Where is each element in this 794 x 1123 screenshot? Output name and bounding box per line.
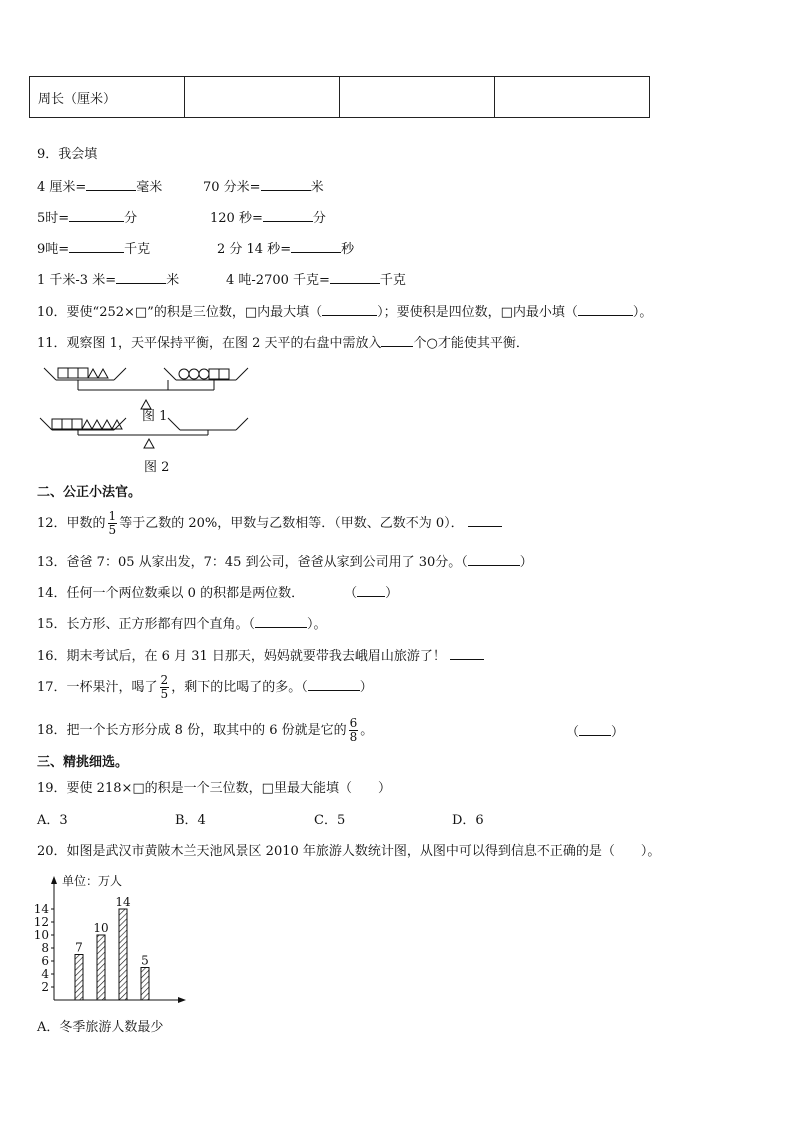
q9-row-1-left [37, 177, 162, 197]
bar-data-label: 7 [75, 940, 83, 955]
q18-answer [566, 722, 624, 742]
q9-prompt: 5时= [37, 211, 70, 226]
fraction-denominator: 8 [349, 730, 358, 744]
option-a[interactable]: A．3 [37, 813, 68, 828]
q15-text-a: 15．长方形、正方形都有四个直角。（ [37, 617, 256, 632]
question-14 [37, 583, 398, 603]
chart-bar [97, 935, 105, 1000]
answer-blank[interactable] [381, 333, 413, 347]
y-tick-label: 4 [41, 967, 49, 981]
option-d[interactable]: D．6 [452, 813, 484, 828]
answer-blank[interactable] [578, 302, 633, 316]
section-3-heading: 三、精挑细选。 [37, 755, 129, 770]
answer-blank[interactable] [86, 177, 136, 191]
answer-blank[interactable] [263, 208, 313, 222]
balance-figure [38, 360, 268, 478]
q10-text-b: ）；要使积是四位数，□内最小填（ [377, 305, 578, 320]
fraction-numerator: 2 [160, 673, 169, 687]
square-weight [58, 368, 68, 378]
q17-text-a: 17．一杯果汁，喝了 [37, 680, 158, 695]
q13-text-b: ） [519, 555, 533, 570]
question-15 [37, 614, 327, 634]
circle-weight [179, 369, 189, 379]
triangle-weight [82, 420, 92, 429]
square-weight [52, 419, 62, 429]
square-weight [209, 369, 219, 379]
answer-blank[interactable] [330, 270, 380, 284]
y-tick-label: 10 [33, 928, 49, 942]
y-tick-label: 8 [41, 941, 49, 955]
q17-text-c: ） [359, 680, 373, 695]
tourist-bar-chart [30, 868, 190, 1010]
answer-blank[interactable] [450, 646, 484, 660]
square-weight [78, 368, 88, 378]
answer-blank[interactable] [468, 513, 502, 527]
row-header-cell: 周长（厘米） [30, 77, 185, 118]
answer-blank[interactable] [308, 677, 360, 691]
fraction [108, 510, 118, 537]
question-10 [37, 302, 652, 322]
y-tick-label: 14 [33, 902, 49, 916]
option-b[interactable]: B．4 [175, 813, 206, 828]
q11-text-a: 11．观察图 1，天平保持平衡，在图 2 天平的右盘中需放入 [37, 336, 382, 351]
q15-text-b: ）。 [307, 617, 327, 632]
q9-row-4-right [226, 270, 406, 290]
question-11 [37, 333, 529, 353]
q9-unit: 千克 [379, 273, 406, 288]
q13-text-a: 13．爸爸 7：05 从家出发，7：45 到公司，爸爸从家到公司用了 30分。（ [37, 555, 468, 570]
chart-bar [141, 968, 149, 1001]
figure-1-label: 图 1 [142, 409, 168, 424]
bar-data-label: 10 [93, 921, 109, 935]
chart-bar [119, 909, 127, 1000]
balance-1 [44, 368, 248, 409]
q12-text-a: 12．甲数的 [37, 516, 106, 531]
q12-text-b: 等于乙数的 20%，甲数与乙数相等．（甲数、乙数不为 0）． [119, 516, 464, 531]
q14-text-c: ） [385, 586, 399, 601]
y-tick-label: 6 [41, 954, 49, 968]
option-c[interactable]: C．5 [314, 813, 346, 828]
q9-prompt: 1 千米-3 米= [37, 273, 117, 288]
square-weight [62, 419, 72, 429]
q9-row-3-right [217, 239, 354, 259]
circle-weight [189, 369, 199, 379]
x-axis-arrow-icon [178, 997, 186, 1003]
question-20: 20．如图是武汉市黄陂木兰天池风景区 2010 年旅游人数统计图，从图中可以得到信息不正确的是（ ）。 [37, 844, 661, 859]
q10-text-a: 10．要使“252×□”的积是三位数，□内最大填（ [37, 305, 323, 320]
q9-row-2-left [37, 208, 137, 228]
q9-row-1-right [203, 177, 324, 197]
q16-text-a: 16．期末考试后，在 6 月 31 日那天，妈妈就要带我去峨眉山旅游了！ [37, 649, 446, 664]
question-13 [37, 552, 533, 572]
y-tick-label: 12 [33, 915, 49, 929]
q10-text-c: ）。 [632, 305, 653, 320]
q9-unit: 分 [124, 211, 138, 226]
fulcrum-icon [144, 439, 154, 448]
triangle-weight [88, 369, 98, 378]
answer-cell [185, 77, 340, 118]
answer-blank[interactable] [468, 552, 520, 566]
q9-prompt: 2 分 14 秒= [217, 242, 292, 257]
answer-blank[interactable] [261, 177, 311, 191]
fraction-numerator: 6 [349, 716, 358, 730]
chart-bar [75, 955, 83, 1001]
q9-unit: 毫米 [136, 180, 163, 195]
chart-ylabel: 单位：万人 [62, 874, 123, 888]
question-19: 19．要使 218×□的积是一个三位数，□里最大能填（ ） [37, 781, 391, 796]
q9-title: 9．我会填 [37, 147, 98, 162]
q11-text-b: 个○才能使其平衡． [413, 336, 529, 351]
q18-text-a: 18．把一个长方形分成 8 份，取其中的 6 份就是它的 [37, 723, 347, 738]
q9-unit: 千克 [124, 242, 151, 257]
fraction [349, 717, 359, 744]
question-16 [37, 646, 484, 666]
q9-row-4-left [37, 270, 179, 290]
y-axis-arrow-icon [51, 876, 57, 884]
square-weight [219, 369, 229, 379]
answer-blank[interactable] [579, 722, 611, 736]
q9-prompt: 4 厘米= [37, 180, 87, 195]
answer-blank[interactable] [69, 239, 124, 253]
q9-prompt: 4 吨-2700 千克= [226, 273, 330, 288]
answer-cell [495, 77, 650, 118]
circle-weight [199, 369, 209, 379]
q20-option-a[interactable]: A．冬季旅游人数最少 [37, 1020, 164, 1035]
section-2-heading: 二、公正小法官。 [37, 485, 142, 500]
q9-prompt: 9吨= [37, 242, 70, 257]
fraction-denominator: 5 [108, 523, 117, 537]
answer-blank[interactable] [255, 614, 307, 628]
q18-text-d: ） [611, 725, 625, 740]
fraction [160, 674, 170, 701]
q9-row-3-left [37, 239, 150, 259]
answer-blank[interactable] [322, 302, 377, 316]
q14-text-b: （ [344, 586, 358, 601]
question-17 [37, 673, 373, 703]
q9-prompt: 120 秒= [210, 211, 263, 226]
answer-blank[interactable] [291, 239, 341, 253]
question-18 [37, 716, 373, 746]
fraction-numerator: 1 [108, 509, 117, 523]
fraction-denominator: 5 [160, 687, 169, 701]
fulcrum-icon [141, 400, 151, 409]
figure-2-label: 图 2 [144, 460, 170, 475]
answer-cell [340, 77, 495, 118]
y-tick-label: 2 [41, 980, 49, 994]
answer-blank[interactable] [357, 583, 385, 597]
q9-unit: 分 [312, 211, 326, 226]
q18-text-b: 。 [360, 723, 374, 738]
triangle-weight [98, 369, 108, 378]
q9-unit: 米 [310, 180, 324, 195]
q9-unit: 秒 [341, 242, 355, 257]
answer-blank[interactable] [116, 270, 166, 284]
q17-text-b: ，剩下的比喝了的多。（ [171, 680, 308, 695]
triangle-weight [92, 420, 102, 429]
q18-text-c: （ [566, 725, 580, 740]
square-weight [72, 419, 82, 429]
bar-data-label: 14 [115, 895, 131, 909]
answer-blank[interactable] [69, 208, 124, 222]
q9-unit: 米 [166, 273, 180, 288]
question-12 [37, 509, 502, 539]
table-row [30, 77, 650, 118]
square-weight [68, 368, 78, 378]
q9-prompt: 70 分米= [203, 180, 261, 195]
triangle-weight [102, 420, 112, 429]
q9-row-2-right [210, 208, 326, 228]
bar-data-label: 5 [141, 953, 149, 968]
perimeter-table [29, 76, 650, 118]
q14-text-a: 14．任何一个两位数乘以 0 的积都是两位数． [37, 586, 305, 601]
